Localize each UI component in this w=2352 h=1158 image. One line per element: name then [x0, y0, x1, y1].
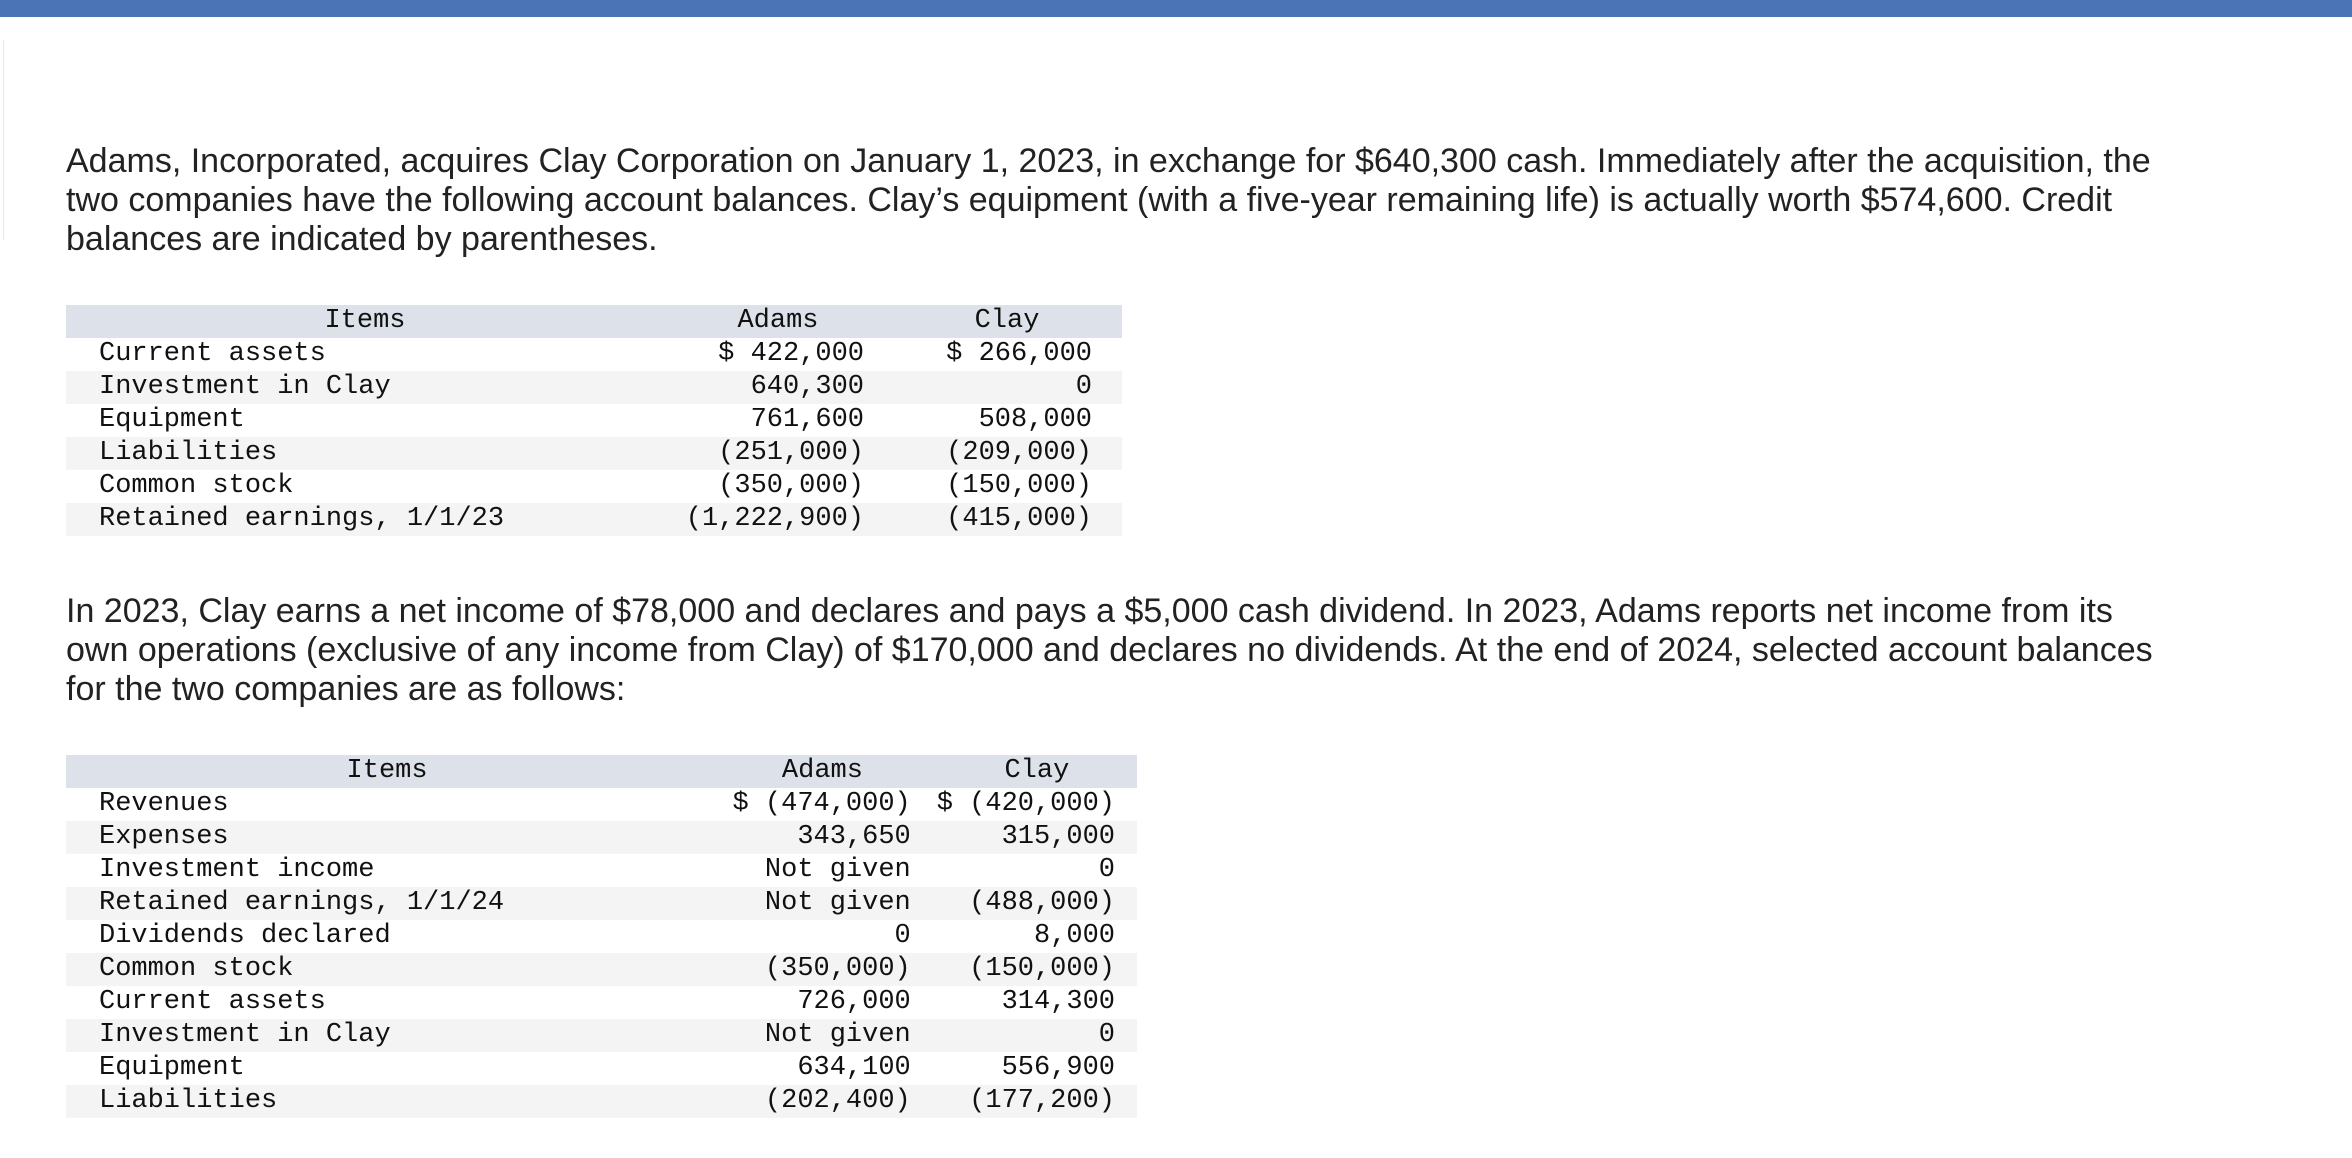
adams-value: (350,000)	[764, 954, 911, 984]
adams-value: Not given	[764, 855, 911, 885]
clay-value: 0	[1075, 372, 1092, 402]
adams-value: (350,000)	[718, 471, 864, 501]
row-item: Current assets	[99, 987, 326, 1017]
table-row	[66, 920, 1137, 953]
table-row	[66, 503, 1122, 536]
adams-value: 726,000	[797, 987, 911, 1017]
left-panel-edge	[0, 40, 4, 240]
adams-value: 640,300	[750, 372, 864, 402]
adams-value: (1,222,900)	[685, 504, 864, 534]
row-item: Equipment	[99, 1053, 245, 1083]
table-row	[66, 821, 1137, 854]
intro-paragraph: Adams, Incorporated, acquires Clay Corporation on January 1, 2023, in exchange for $640,300 cash. Immediately after the acquisition, the two companies have the following account balances. Clay’s equipment (with a five-year remaining life) is actually worth $574,600. Credit balances are indicated by parentheses.	[66, 142, 2151, 258]
clay-value: 0	[1098, 855, 1115, 885]
column-header-items: Items	[346, 756, 428, 786]
row-item: Retained earnings, 1/1/23	[99, 504, 505, 534]
clay-value: 556,900	[1001, 1053, 1115, 1083]
clay-value: $ 266,000	[946, 339, 1092, 369]
adams-value: 761,600	[750, 405, 864, 435]
clay-value: (150,000)	[946, 471, 1092, 501]
row-item: Liabilities	[99, 1086, 278, 1116]
clay-value: (209,000)	[946, 438, 1092, 468]
adams-value: (202,400)	[764, 1086, 911, 1116]
row-item: Liabilities	[99, 438, 278, 468]
row-item: Dividends declared	[99, 921, 391, 951]
table-row	[66, 404, 1122, 437]
table-header-row	[66, 305, 1122, 338]
row-item: Investment in Clay	[99, 372, 391, 402]
clay-value: 0	[1098, 1020, 1115, 1050]
column-header-clay: Clay	[974, 306, 1040, 336]
clay-value: 314,300	[1001, 987, 1115, 1017]
column-header-items: Items	[324, 306, 406, 336]
table-row	[66, 887, 1137, 920]
row-item: Common stock	[99, 954, 294, 984]
adams-value: Not given	[764, 888, 911, 918]
row-item: Expenses	[99, 822, 229, 852]
clay-value: 315,000	[1001, 822, 1115, 852]
acquisition-balances-table	[66, 305, 1122, 536]
row-item: Investment in Clay	[99, 1020, 391, 1050]
column-header-clay: Clay	[1004, 756, 1070, 786]
clay-value: 508,000	[978, 405, 1092, 435]
table-row	[66, 953, 1137, 986]
table-row	[66, 437, 1122, 470]
table-row	[66, 854, 1137, 887]
adams-value: 634,100	[797, 1053, 911, 1083]
table-row	[66, 788, 1137, 821]
top-header-bar	[0, 0, 2352, 17]
column-header-adams: Adams	[781, 756, 863, 786]
second-paragraph: In 2023, Clay earns a net income of $78,000 and declares and pays a $5,000 cash dividend. In 2023, Adams reports net income from its own operations (exclusive of any income from Clay) of $170,000 and declares no dividends. At the end of 2024, selected account balances for the two companies are as follows:	[66, 592, 2153, 708]
clay-value: 8,000	[1033, 921, 1115, 951]
adams-value: $ (474,000)	[732, 789, 911, 819]
clay-value: (415,000)	[946, 504, 1092, 534]
table-row	[66, 470, 1122, 503]
adams-value: 0	[894, 921, 911, 951]
clay-value: (177,200)	[969, 1086, 1115, 1116]
clay-value: (488,000)	[969, 888, 1115, 918]
table-row	[66, 371, 1122, 404]
row-item: Investment income	[99, 855, 375, 885]
row-item: Common stock	[99, 471, 294, 501]
year-end-balances-table	[66, 755, 1137, 1118]
row-item: Current assets	[99, 339, 326, 369]
column-header-adams: Adams	[737, 306, 819, 336]
row-item: Equipment	[99, 405, 245, 435]
adams-value: Not given	[764, 1020, 911, 1050]
question-content	[66, 142, 2246, 1118]
adams-value: $ 422,000	[718, 339, 864, 369]
table-row	[66, 338, 1122, 371]
row-item: Retained earnings, 1/1/24	[99, 888, 505, 918]
adams-value: 343,650	[797, 822, 911, 852]
clay-value: $ (420,000)	[936, 789, 1115, 819]
adams-value: (251,000)	[718, 438, 864, 468]
table-row	[66, 1052, 1137, 1085]
table-header-row	[66, 755, 1137, 788]
table-row	[66, 1085, 1137, 1118]
row-item: Revenues	[99, 789, 229, 819]
table-row	[66, 1019, 1137, 1052]
clay-value: (150,000)	[969, 954, 1115, 984]
table-row	[66, 986, 1137, 1019]
